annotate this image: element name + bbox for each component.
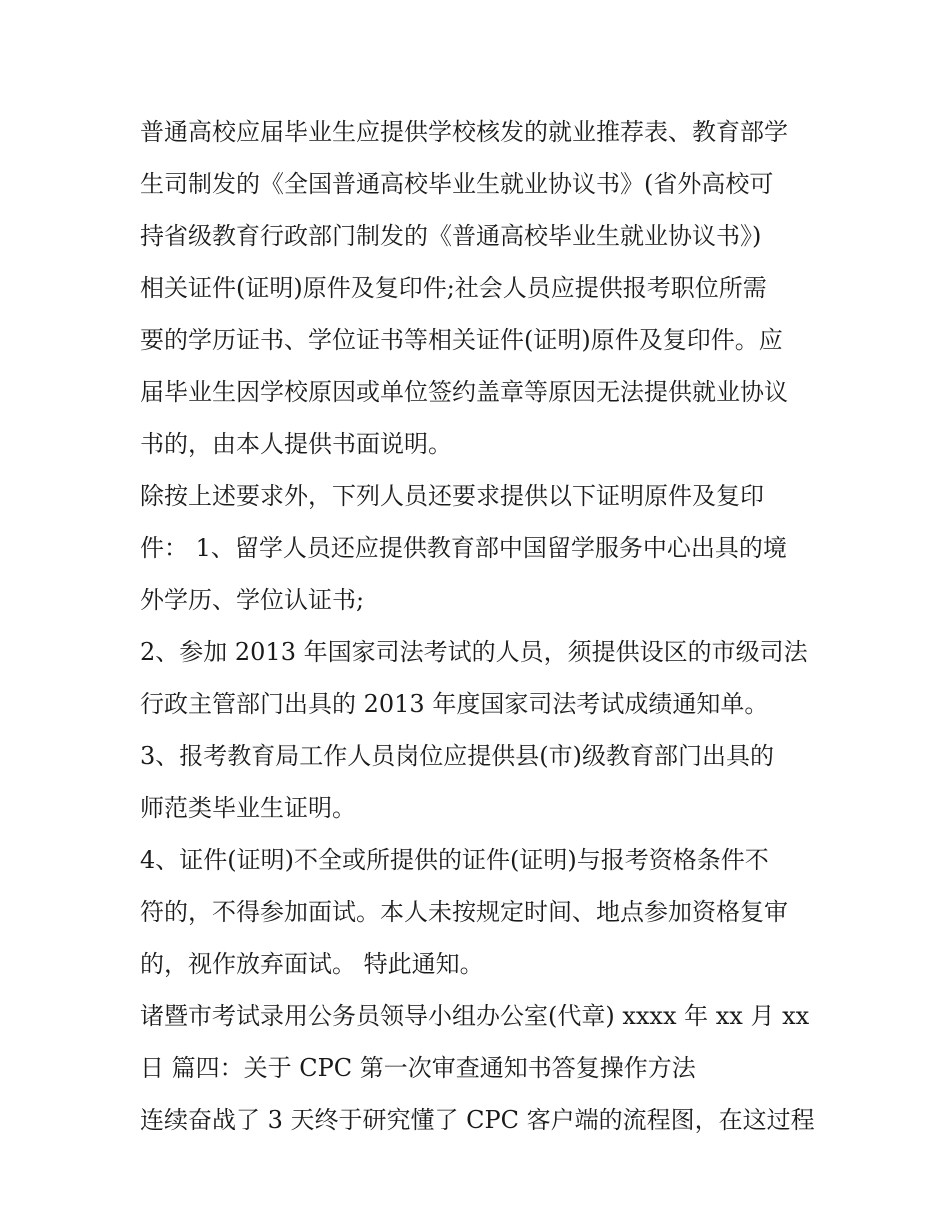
text-line: 件： 1、留学人员还应提供教育部中国留学服务中心出具的境 [140, 534, 787, 562]
document-body [140, 106, 820, 1146]
text-line: 持省级教育行政部门制发的《普通高校毕业生就业协议书》) [140, 222, 762, 250]
text-line: 的，视作放弃面试。 特此通知。 [140, 950, 484, 978]
text-line: 行政主管部门出具的 2013 年度国家司法考试成绩通知单。 [140, 690, 769, 718]
text-line: 普通高校应届毕业生应提供学校核发的就业推荐表、教育部学 [140, 118, 788, 146]
text-line: 外学历、学位认证书; [140, 586, 365, 614]
text-line: 书的，由本人提供书面说明。 [140, 430, 452, 458]
text-line: 日 篇四：关于 CPC 第一次审查通知书答复操作方法 [140, 1054, 696, 1082]
text-line: 相关证件(证明)原件及复印件;社会人员应提供报考职位所需 [140, 274, 767, 302]
text-line: 符的，不得参加面试。本人未按规定时间、地点参加资格复审 [140, 898, 788, 926]
text-line: 师范类毕业生证明。 [140, 794, 356, 822]
text-line: 生司制发的《全国普通高校毕业生就业协议书》(省外高校可 [140, 170, 774, 198]
text-line: 除按上述要求外，下列人员还要求提供以下证明原件及复印 [140, 482, 764, 510]
text-line: 届毕业生因学校原因或单位签约盖章等原因无法提供就业协议 [140, 378, 788, 406]
text-line: 连续奋战了 3 天终于研究懂了 CPC 客户端的流程图，在这过程 [140, 1106, 815, 1134]
text-line: 要的学历证书、学位证书等相关证件(证明)原件及复印件。应 [140, 326, 783, 354]
text-line: 3、报考教育局工作人员岗位应提供县(市)级教育部门出具的 [140, 742, 774, 770]
text-line: 2、参加 2013 年国家司法考试的人员，须提供设区的市级司法 [140, 638, 808, 666]
text-line: 4、证件(证明)不全或所提供的证件(证明)与报考资格条件不 [140, 846, 769, 874]
text-line: 诸暨市考试录用公务员领导小组办公室(代章) xxxx 年 xx 月 xx [140, 1002, 810, 1030]
